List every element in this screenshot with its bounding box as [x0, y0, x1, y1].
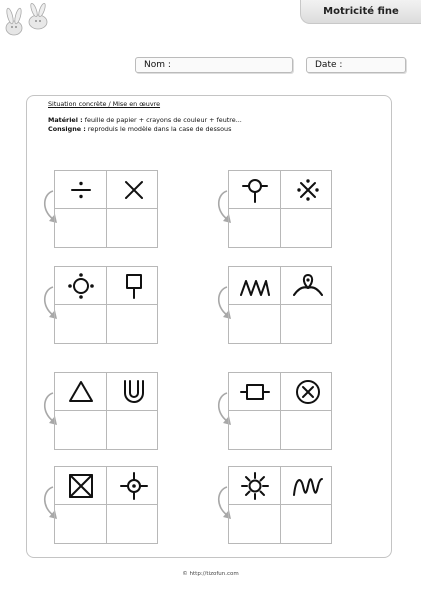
drawing-cell-right[interactable]	[107, 305, 157, 343]
exercise-1	[39, 170, 157, 248]
rectangle-with-line-icon	[240, 377, 270, 407]
worksheet-title-tab	[300, 0, 421, 24]
materiel-line	[48, 116, 242, 124]
sun-rays-icon	[240, 471, 270, 501]
consigne-label: Consigne :	[48, 125, 86, 133]
date-label: Date :	[315, 60, 343, 70]
drawing-cell-right[interactable]	[107, 411, 157, 449]
circled-x-icon	[293, 377, 323, 407]
drawing-cell-left[interactable]	[229, 305, 279, 343]
exercise-6	[213, 372, 331, 450]
name-label: Nom :	[144, 60, 171, 70]
drawing-cell-left[interactable]	[229, 411, 279, 449]
consigne-text: reproduis le modèle dans la case de dessous	[87, 125, 232, 133]
exercise-3	[39, 266, 157, 344]
multiplication-cross-icon	[119, 175, 149, 205]
drawing-cell-right[interactable]	[107, 505, 157, 543]
zigzag-icon	[240, 271, 270, 301]
date-field[interactable]	[306, 57, 406, 73]
drawing-cell-left[interactable]	[55, 209, 105, 247]
drawing-cell-left[interactable]	[55, 505, 105, 543]
drawing-cell-right[interactable]	[281, 305, 331, 343]
materiel-label: Matériel :	[48, 116, 83, 124]
worksheet-title: Motricité fine	[323, 6, 399, 17]
crosshair-dot-icon	[119, 471, 149, 501]
cross-with-dots-icon	[293, 175, 323, 205]
section-heading: Situation concrète / Mise en œuvre	[48, 100, 161, 108]
materiel-text: feuille de papier + crayons de couleur + feutre...	[84, 116, 242, 124]
drawing-cell-left[interactable]	[229, 505, 279, 543]
exercise-5	[39, 372, 157, 450]
drawing-cell-left[interactable]	[55, 411, 105, 449]
bunny-mascot-icon	[0, 0, 60, 42]
exercise-7	[39, 466, 157, 544]
circle-stem-cross-icon	[240, 175, 270, 205]
exercise-8	[213, 466, 331, 544]
exercise-4	[213, 266, 331, 344]
triangle-icon	[66, 377, 96, 407]
nested-u-icon	[119, 377, 149, 407]
drawing-cell-left[interactable]	[229, 209, 279, 247]
exercise-2	[213, 170, 331, 248]
drawing-cell-right[interactable]	[281, 505, 331, 543]
drawing-cell-right[interactable]	[281, 411, 331, 449]
consigne-line	[48, 125, 231, 133]
crossed-box-icon	[66, 471, 96, 501]
drawing-cell-right[interactable]	[107, 209, 157, 247]
square-on-stem-icon	[119, 271, 149, 301]
loop-curve-icon	[293, 271, 323, 301]
drawing-cell-left[interactable]	[55, 305, 105, 343]
circle-with-four-dots-icon	[66, 271, 96, 301]
drawing-cell-right[interactable]	[281, 209, 331, 247]
division-sign-icon	[66, 175, 96, 205]
name-field[interactable]	[135, 57, 293, 73]
sine-wave-icon	[293, 471, 323, 501]
footer-credit: © http://tizofun.com	[182, 571, 239, 577]
